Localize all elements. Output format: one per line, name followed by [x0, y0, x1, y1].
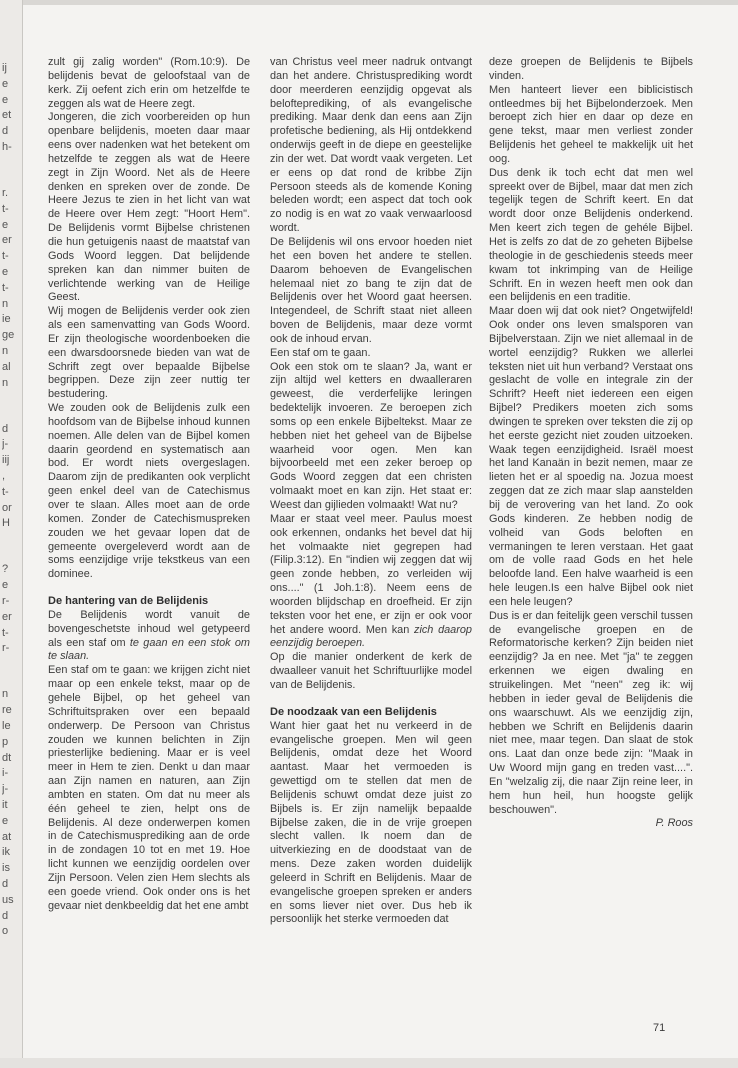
- margin-fragment: i-: [2, 767, 9, 780]
- col2-paragraph-5: [270, 513, 472, 651]
- heading-hantering: De hantering van de Belijdenis: [48, 595, 209, 608]
- margin-fragment: it: [2, 799, 8, 811]
- col1-paragraph-4: We zouden ook de Belijdenis zulk een hoofdsom van de Bijbelse inhoud kunnen noemen. Alle delen van de Bijbel komen daarin geordend en systematisch aan bod. Er wordt niets overgeslagen. Daarom zijn de predikanten ook verplicht geen enkel deel van de Catechismus over te slaan. Alles moet aan de orde komen. Zonder de Catechismuspreken zouden we het gevaar lopen dat de gemeente overgeleverd wordt aan de soms eenzijdige vrije tekstkeus van een dominee.: [48, 402, 250, 581]
- col1-paragraph-2: Jongeren, die zich voorbereiden op hun openbare belijdenis, moeten daar maar eens over nadenken wat het betekent om hetzelfde te zeggen als wat de Heere zegt in Zijn Woord. Net als de Heere denken en spreken over de zonde. De Heere Jezus te zien in het licht van wat de Heere over Hem zegt: "Hoort Hem". De Belijdenis vormt Bijbelse christenen die hun getuigenis naast de maatstaf van Gods Woord leggen. Dat belijdende spreken kan dan nimmer buiten de verlichtende werking van de Heilige Geest.: [48, 111, 250, 304]
- margin-fragment: h-: [2, 141, 12, 153]
- col2-paragraph-5-text: Maar er staat veel meer. Paulus moest ook erkennen, ondanks het bevel dat hij het volmaakte niet gegrepen had (Filip.3:12). En "indien wij zeggen dat wij geen zonde hebben, zo verleiden wij ons...." (1 Joh.1:8). Neem eens de woorden blijdschap en droefheid. Er zijn teksten voor het ene, er zijn er ook voor het andere woord. Men kan: [270, 512, 472, 636]
- margin-fragment: le: [2, 720, 11, 732]
- margin-fragment: d: [2, 878, 9, 890]
- col3-paragraph-1: deze groepen de Belijdenis te Bijbels vinden.: [489, 56, 693, 82]
- heading-noodzaak: De noodzaak van een Belijdenis: [270, 705, 437, 718]
- margin-fragment: dt: [2, 751, 12, 764]
- margin-fragment: ik: [2, 846, 10, 859]
- column-1: [48, 56, 250, 913]
- margin-fragment: re: [2, 704, 12, 717]
- margin-fragment: e: [2, 814, 9, 827]
- margin-fragment: r-: [2, 642, 10, 655]
- margin-fragment: t-: [2, 485, 9, 498]
- col1-paragraph-1: zult gij zalig worden" (Rom.10:9). De belijdenis bevat de geloofstaal van de kerk. Zij oefent zich erin om hetzelfde te zeggen als wat de Heere zegt.: [48, 56, 250, 110]
- margin-fragment: at: [2, 830, 12, 843]
- column-3: [489, 56, 693, 831]
- margin-fragment: t-: [2, 202, 9, 215]
- previous-page-margin: [0, 0, 23, 1068]
- top-edge: [0, 0, 738, 5]
- margin-fragment: ,: [2, 470, 6, 482]
- margin-fragment: ge: [2, 329, 15, 342]
- margin-fragment: d: [2, 422, 9, 435]
- margin-fragment: er: [2, 234, 12, 247]
- col2-paragraph-1: van Christus veel meer nadruk ontvangt dan het andere. Christusprediking wordt door meerderen eenzijdig opgevat als belofteprediking, of als evangelische prediking. Maar denk dan eens aan Zijn profetische bediening, als Hij ontdekkend onderwijs geeft in de diepe en geestelijke zin der wet. Dat wordt vaak vergeten. Let er eens op dat rond de kribbe Zijn Persoon steeds als de komende Koning beleden wordt; een aspect dat toch ook zo nodig is en wat zo vaak verwaarloosd wordt.: [270, 56, 472, 235]
- margin-fragment: al: [2, 360, 11, 373]
- col2-paragraph-2: De Belijdenis wil ons ervoor hoeden niet het een boven het andere te stellen. Daarom behoeven de Evangelischen helemaal niet zo bang te zijn dat de Belijdenis over het Woord gaat heersen. Integendeel, de Schrift staat niet alleen boven de Belijdenis, maar deze vormt ook de inhoud ervan.: [270, 235, 472, 345]
- col1-paragraph-5-italic: te gaan en een stok om te slaan.: [48, 636, 250, 663]
- col1-paragraph-5-text: De Belijdenis wordt vanuit de bovengeschetste inhoud wel getypeerd als een staf om: [48, 608, 250, 649]
- margin-fragment: iij: [2, 454, 10, 467]
- margin-fragment: j-: [2, 783, 9, 796]
- col2-paragraph-3: Een staf om te gaan.: [270, 346, 371, 359]
- margin-fragment: r-: [2, 595, 10, 607]
- margin-fragment: e: [2, 579, 9, 592]
- margin-fragment: o: [2, 925, 9, 938]
- col1-paragraph-5: [48, 609, 250, 664]
- col1-paragraph-6: Een staf om te gaan: we krijgen zicht niet maar op een enkele tekst, maar op de gehele Bijbel, op het geheel van Schriftuitspraken over een bepaald onderwerp. De Persoon van Christus zouden we kunnen belichten in Zijn priesterlijke bediening. Maar er is veel meer in Hem te zien. Denkt u dan maar aan Zijn namen en naturen, aan Zijn ambten en staten. Om dat nu meer als één geheel te zien, helpt ons de Belijdenis. Al deze onderwerpen komen in de Catechismusprediking aan de orde in de zondagen 10 tot en met 19. Hoe licht kunnen we eenzijdig oordelen over Zijn Persoon. Velen zien Hem slechts als een goede vriend. Ook onder ons is het gevaar niet denkbeeldig dat het ene ambt: [48, 664, 250, 912]
- col2-paragraph-6: Op die manier onderkent de kerk de dwaalleer vanuit het Schriftuurlijke model van de Belijdenis.: [270, 651, 472, 691]
- col2-paragraph-7: Want hier gaat het nu verkeerd in de evangelische groepen. Men wil geen Belijdenis, omdat deze het Woord aantast. Maar het vermoeden is gewettigd om te stellen dat men de Belijdenis schuwt omdat deze juist zo Bijbels is. Er zijn namelijk bepaalde Bijbelse zaken, die in de vrije groepen slecht vallen. Ik noem dan de uitverkiezing en de doodstaat van de mens. Deze zaken worden duidelijk geleerd in Schrift en Belijdenis. Maar de evangelische groepen spreken er anders en soms liever niet over. Dus heb ik persoonlijk het sterke vermoeden dat: [270, 719, 472, 926]
- author-signature: P. Roos: [655, 817, 693, 830]
- margin-fragment: n: [2, 345, 9, 357]
- col3-paragraph-5: Dus is er dan feitelijk geen verschil tussen de evangelische groepen en de Reformatorische kerken? Zijn beiden niet eenzijdig? Ja en nee. Met "ja" te zeggen erkennen we eigen dwaling en struikelingen. Met "neen" zeg ik: wij hebben in ieder geval de Belijdenis die ons waarschuwt. Als we eenzijdig zijn, hebben we Schrift en Belijdenis daarin niet mee, maar tegen. Dan slaat de stok ons. Laat dan onze bede zijn: "Maak in Uw Woord mijn gang en treden vast....". En "welzalig zij, die naar Zijn reine leer, in hem hun heil, hun hoogste gelijk beschouwen".: [489, 609, 693, 816]
- margin-fragment: ?: [2, 563, 9, 576]
- margin-fragment: t-: [2, 281, 9, 294]
- margin-fragment: or: [2, 501, 12, 514]
- margin-fragment: n: [2, 688, 9, 701]
- margin-fragment: us: [2, 893, 14, 906]
- col1-paragraph-3: Wij mogen de Belijdenis verder ook zien als een samenvatting van Gods Woord. Er zijn theologische woordenboeken die een dwarsdoorsnede bieden van wat de Schrift zegt over bepaalde Bijbelse begrippen. Deze zijn zeer nuttig ter bestudering.: [48, 305, 250, 401]
- margin-fragment: e: [2, 77, 9, 90]
- margin-fragment: n: [2, 376, 9, 389]
- margin-fragment: n: [2, 297, 9, 310]
- margin-fragment: e: [2, 218, 9, 231]
- col3-paragraph-2: Men hanteert liever een biblicistisch ontleedmes bij het Bijbelonderzoek. Men beroept zich hier en daar op deze en gene tekst, maar men verliest zonder Belijdenis het geheel te makkelijk uit het oog.: [489, 83, 693, 165]
- col2-paragraph-4: Ook een stok om te slaan? Ja, want er zijn altijd wel ketters en dwaalleraren geweest, die verderfelijke leringen bedektelijk invoeren. Ze beroepen zich soms op een enkele Bijbeltekst. Maar ze hebben niet het geheel van de Bijbelse waarheid voor ogen. Men kan bijvoorbeeld met een zeker beroep op Gods Woord zeggen dat een christen volmaakt moet en kan zijn. Het staat er: Weest dan gijlieden volmaakt! Wat nu?: [270, 360, 472, 511]
- margin-fragment: is: [2, 862, 10, 875]
- col2-paragraph-5-italic: zich daarop eenzijdig beroepen.: [270, 623, 472, 650]
- margin-fragment: ij: [2, 62, 7, 74]
- margin-fragment: d: [2, 125, 9, 138]
- bottom-edge: [0, 1058, 738, 1068]
- col3-paragraph-3: Dus denk ik toch echt dat men wel spreekt over de Bijbel, maar dat men zich tegelijk tegen de Schrift keert. En dat wordt door onze Belijdenis onderkend. Men keert zich tegen de gehéle Bijbel. Het is zelfs zo dat de zo geheten Bijbelse theologie in de geschiedenis steeds meer kwam tot inkrimping van de Heilige Schrift. En in wezen heeft men ook dan een belijdenis en een traditie.: [489, 166, 693, 304]
- margin-fragment: et: [2, 109, 12, 122]
- margin-fragment: j-: [2, 438, 9, 451]
- margin-fragment: e: [2, 93, 9, 106]
- margin-fragment: er: [2, 610, 12, 623]
- margin-fragment: e: [2, 266, 9, 278]
- margin-fragment: t-: [2, 250, 9, 263]
- margin-fragment: r.: [2, 187, 9, 199]
- col3-paragraph-4: Maar doen wij dat ook niet? Ongetwijfeld! Ook onder ons leven smalsporen van Bijbelverstaan. Zijn we niet allemaal in de wortel eenzijdig? Rukken we allerlei teksten niet uit hun verband? Verstaat ons geslacht de volle en integrale zin der Schrift? Heeft niet iedereen een eigen Bijbel? Predikers moeten zich soms dwingen te spreken over teksten die zij op het eerste gezicht niet zouden uitzoeken. Waak tegen eenzijdigheid. Israël moest het land Kanaän in bezit nemen, maar ze lieten het er al spoedig na. Jozua moest zeggen dat ze zich maar slap aanstelden bij de verovering van het land. Zo ook Gods kinderen. Ze hebben nodig de volheid van Gods beloften en vermaningen te leren verstaan. Het gaat om de volle raad Gods en het hele beloofde land. Een halve waarheid is een hele leugen.Is een halve Bijbel ook niet een hele leugen?: [489, 305, 693, 608]
- margin-fragment: p: [2, 735, 9, 748]
- margin-fragment: t-: [2, 626, 9, 639]
- margin-fragment: H: [2, 517, 10, 530]
- page-number: 71: [653, 1022, 666, 1034]
- column-2: [270, 56, 472, 927]
- margin-fragment: ie: [2, 313, 11, 326]
- margin-fragment: d: [2, 909, 9, 922]
